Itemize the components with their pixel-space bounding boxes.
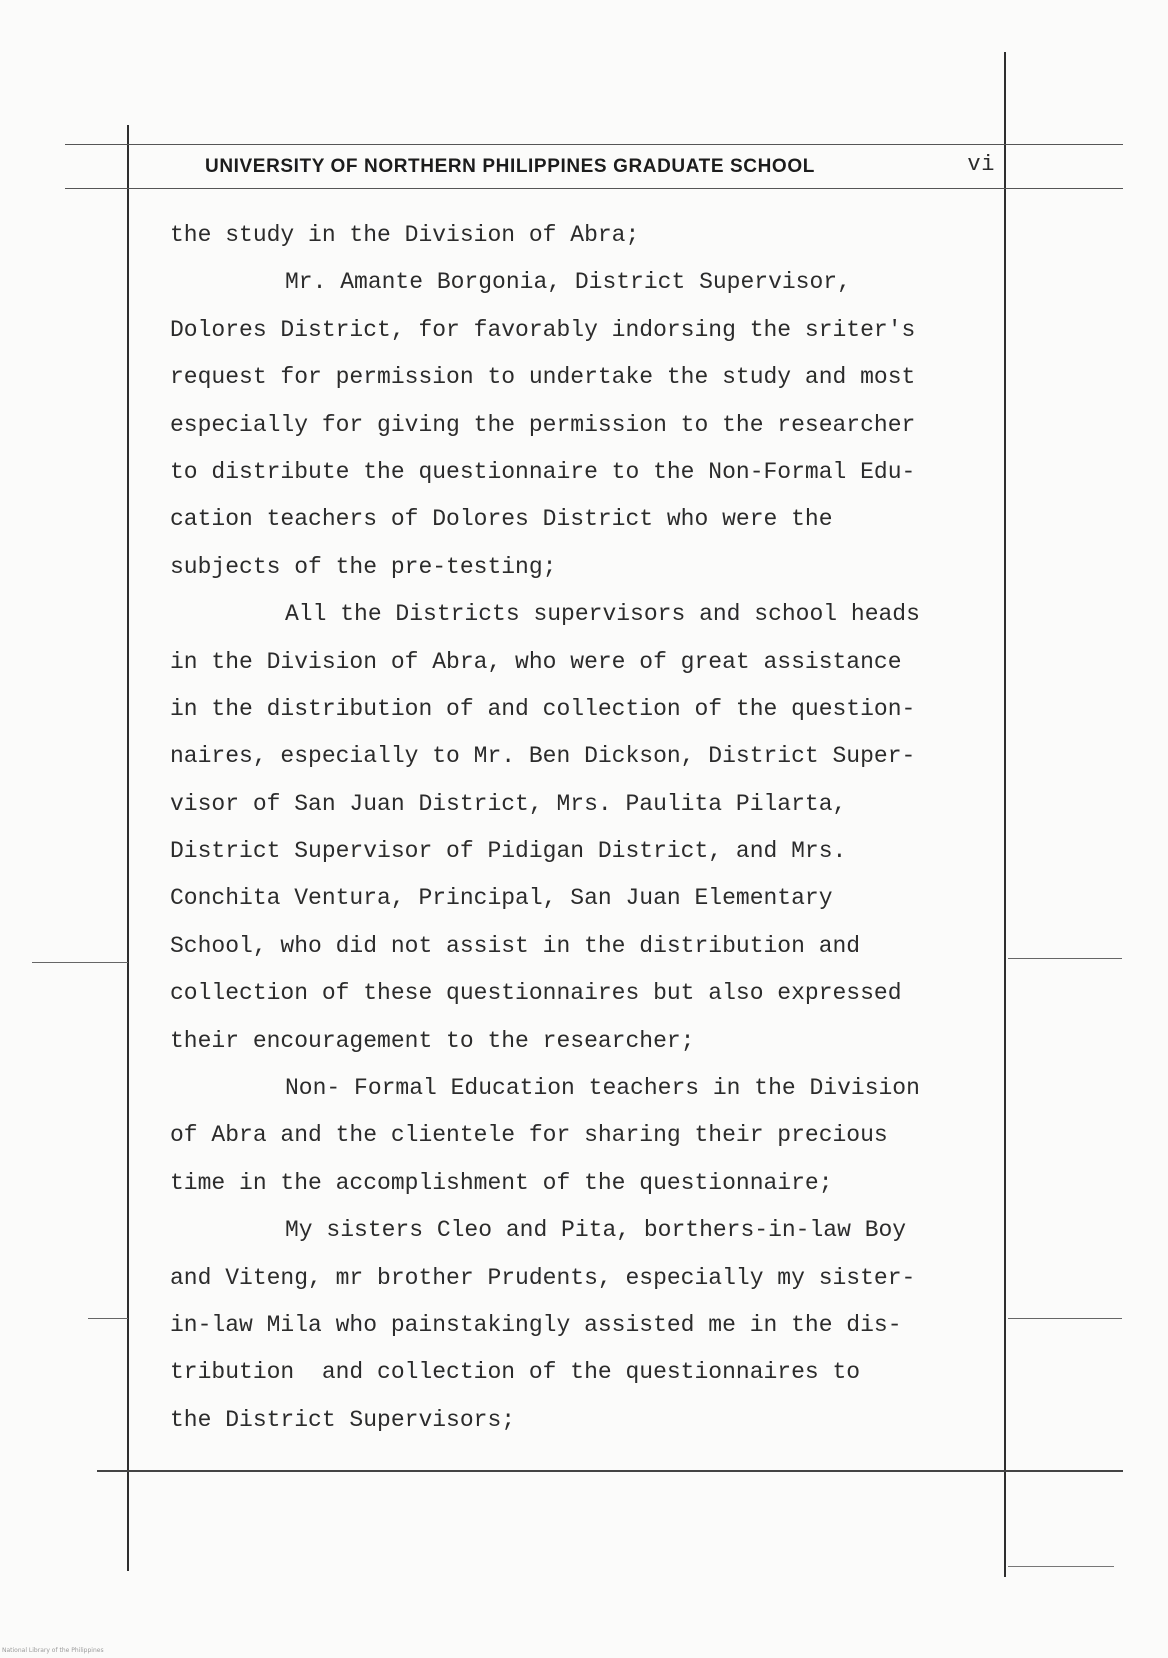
text-line: their encouragement to the researcher; bbox=[170, 1027, 695, 1054]
text-line: to distribute the questionnaire to the Non-Formal Edu- bbox=[170, 458, 916, 485]
text-line: the District Supervisors; bbox=[170, 1406, 516, 1433]
text-line: School, who did not assist in the distribution and bbox=[170, 932, 861, 959]
text-line: especially for giving the permission to the researcher bbox=[170, 411, 916, 438]
text-line: the study in the Division of Abra; bbox=[170, 222, 640, 248]
header-title: UNIVERSITY OF NORTHERN PHILIPPINES GRADUATE SCHOOL bbox=[205, 156, 815, 177]
text-line: cation teachers of Dolores District who were the bbox=[170, 506, 833, 533]
text-line: Dolores District, for favorably indorsing the sriter's bbox=[170, 316, 916, 343]
right-tick-rule bbox=[1008, 1318, 1122, 1319]
right-bottom-rule bbox=[1008, 1566, 1114, 1567]
text-line: and Viteng, mr brother Prudents, especially my sister- bbox=[170, 1264, 916, 1291]
acknowledgment-body bbox=[170, 212, 970, 1444]
text-line: in-law Mila who painstakingly assisted me in the dis- bbox=[170, 1311, 902, 1338]
scan-credit: National Library of the Philippines bbox=[2, 1647, 104, 1654]
page-header bbox=[205, 152, 995, 182]
text-line: District Supervisor of Pidigan District, and Mrs. bbox=[170, 838, 847, 865]
right-tick-rule bbox=[1008, 958, 1122, 959]
text-line: subjects of the pre-testing; bbox=[170, 553, 557, 580]
text-line: My sisters Cleo and Pita, borthers-in-law Boy bbox=[285, 1217, 907, 1244]
text-line: collection of these questionnaires but also expressed bbox=[170, 980, 902, 1007]
right-margin-rule bbox=[1004, 52, 1006, 1577]
text-line: in the distribution of and collection of the question- bbox=[170, 695, 916, 722]
text-line: tribution and collection of the questionnaires to bbox=[170, 1359, 861, 1386]
text-line: Conchita Ventura, Principal, San Juan Elementary bbox=[170, 885, 833, 912]
page-number: vi bbox=[967, 152, 995, 177]
left-margin-rule bbox=[127, 125, 129, 1571]
text-line: request for permission to undertake the study and most bbox=[170, 364, 916, 391]
header-bottom-rule bbox=[65, 188, 1123, 189]
text-line: Mr. Amante Borgonia, District Supervisor, bbox=[285, 269, 851, 296]
text-line: time in the accomplishment of the questionnaire; bbox=[170, 1169, 833, 1196]
text-line: visor of San Juan District, Mrs. Paulita Pilarta, bbox=[170, 790, 847, 817]
header-top-rule bbox=[65, 144, 1123, 145]
text-line: in the Division of Abra, who were of great assistance bbox=[170, 648, 902, 675]
text-line: All the Districts supervisors and school heads bbox=[285, 601, 920, 628]
footer-rule bbox=[97, 1470, 1123, 1472]
left-tick-rule bbox=[32, 962, 128, 963]
left-tick-rule bbox=[88, 1318, 128, 1319]
text-line: Non- Formal Education teachers in the Division bbox=[285, 1075, 920, 1102]
text-line: naires, especially to Mr. Ben Dickson, District Super- bbox=[170, 743, 916, 770]
text-line: of Abra and the clientele for sharing their precious bbox=[170, 1122, 888, 1149]
